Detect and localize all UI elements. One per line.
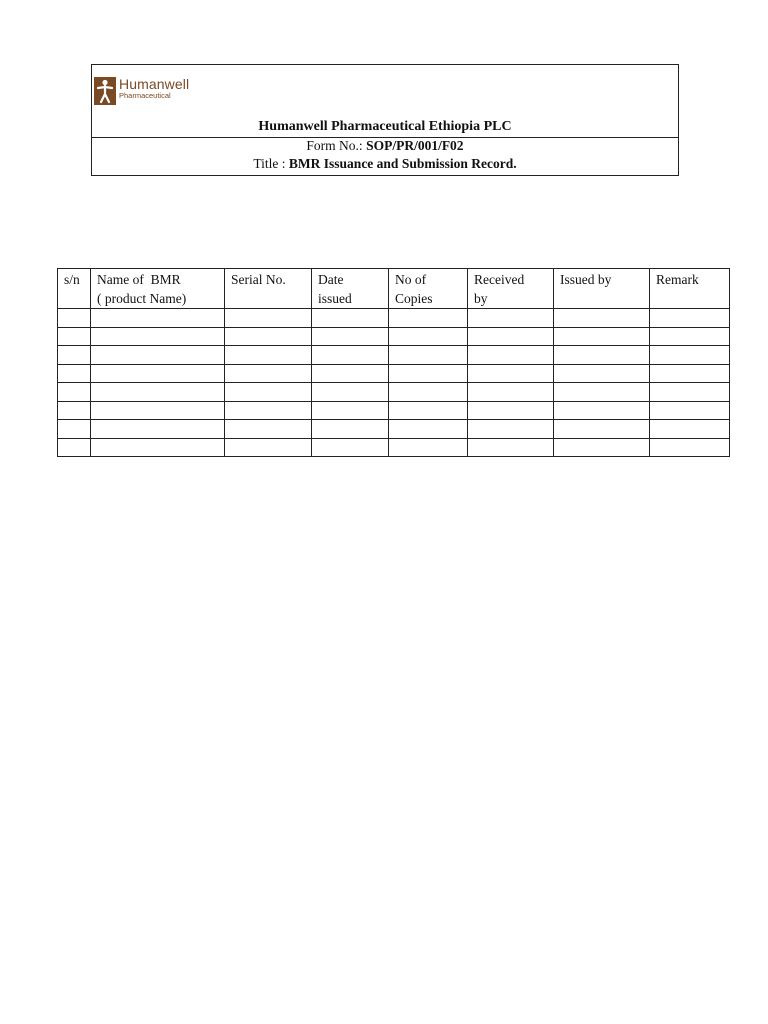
table-row — [58, 346, 730, 365]
table-cell[interactable] — [468, 364, 554, 383]
table-cell[interactable] — [312, 420, 389, 439]
table-cell[interactable] — [468, 420, 554, 439]
table-header-row — [58, 269, 730, 309]
column-header-line2: by — [474, 291, 488, 306]
table-cell[interactable] — [650, 309, 730, 328]
table-cell[interactable] — [312, 401, 389, 420]
logo-brand-name: Humanwell — [119, 76, 190, 92]
table-row — [58, 383, 730, 402]
table-cell[interactable] — [312, 309, 389, 328]
table-row — [58, 309, 730, 328]
table-cell[interactable] — [650, 383, 730, 402]
table-cell[interactable] — [58, 438, 91, 457]
table-cell[interactable] — [91, 327, 225, 346]
table-cell[interactable] — [225, 438, 312, 457]
table-cell[interactable] — [650, 438, 730, 457]
table-cell[interactable] — [389, 401, 468, 420]
table-cell[interactable] — [650, 364, 730, 383]
table-cell[interactable] — [312, 438, 389, 457]
person-logo-icon — [94, 77, 116, 105]
column-header — [58, 269, 91, 309]
table-cell[interactable] — [91, 420, 225, 439]
table-cell[interactable] — [91, 346, 225, 365]
column-header — [468, 269, 554, 309]
column-header — [389, 269, 468, 309]
column-header-line1: Date — [318, 272, 344, 287]
form-title-label: Title : — [253, 156, 289, 171]
table-cell[interactable] — [91, 438, 225, 457]
table-row — [58, 327, 730, 346]
table-body — [58, 309, 730, 457]
form-title-value: BMR Issuance and Submission Record. — [288, 156, 517, 171]
table-cell[interactable] — [91, 401, 225, 420]
form-number — [92, 138, 678, 154]
column-header — [312, 269, 389, 309]
column-header-line2: Copies — [395, 291, 433, 306]
column-header-line1: Received — [474, 272, 525, 287]
table-cell[interactable] — [468, 383, 554, 402]
form-no-value: SOP/PR/001/F02 — [366, 138, 464, 153]
column-header-line1: Remark — [656, 272, 699, 287]
table-cell[interactable] — [58, 401, 91, 420]
table-cell[interactable] — [225, 420, 312, 439]
table-row — [58, 364, 730, 383]
table-cell[interactable] — [554, 364, 650, 383]
table-cell[interactable] — [225, 383, 312, 402]
table-cell[interactable] — [468, 309, 554, 328]
table-cell[interactable] — [389, 327, 468, 346]
column-header — [91, 269, 225, 309]
column-header-line1: s/n — [64, 272, 80, 287]
table-cell[interactable] — [468, 346, 554, 365]
table-cell[interactable] — [389, 420, 468, 439]
table-cell[interactable] — [225, 364, 312, 383]
table-cell[interactable] — [468, 401, 554, 420]
table-cell[interactable] — [91, 383, 225, 402]
table-cell[interactable] — [225, 309, 312, 328]
logo-brand-sub: Pharmaceutical — [119, 91, 171, 100]
table-cell[interactable] — [58, 327, 91, 346]
column-header — [225, 269, 312, 309]
table-cell[interactable] — [225, 401, 312, 420]
table-cell[interactable] — [554, 346, 650, 365]
table-cell[interactable] — [312, 327, 389, 346]
form-title — [92, 156, 678, 172]
table-cell[interactable] — [650, 327, 730, 346]
table-cell[interactable] — [58, 346, 91, 365]
company-logo — [94, 77, 189, 105]
table-row — [58, 420, 730, 439]
column-header-line1: Name of BMR — [97, 272, 181, 287]
column-header-line1: Issued by — [560, 272, 612, 287]
column-header — [650, 269, 730, 309]
table-cell[interactable] — [58, 420, 91, 439]
table-row — [58, 438, 730, 457]
table-cell[interactable] — [312, 346, 389, 365]
document-header — [91, 64, 679, 176]
company-name: Humanwell Pharmaceutical Ethiopia PLC — [258, 119, 512, 134]
table-cell[interactable] — [389, 346, 468, 365]
table-cell[interactable] — [554, 383, 650, 402]
table-cell[interactable] — [225, 346, 312, 365]
table-cell[interactable] — [554, 327, 650, 346]
table-cell[interactable] — [312, 364, 389, 383]
column-header — [554, 269, 650, 309]
table-cell[interactable] — [389, 383, 468, 402]
table-cell[interactable] — [58, 309, 91, 328]
form-no-label: Form No.: — [306, 138, 367, 153]
table-cell[interactable] — [650, 420, 730, 439]
bmr-record-table — [57, 268, 730, 457]
table-row — [58, 401, 730, 420]
table-cell[interactable] — [91, 364, 225, 383]
table-cell[interactable] — [554, 309, 650, 328]
column-header-line2: ( product Name) — [97, 291, 187, 306]
table-cell[interactable] — [554, 438, 650, 457]
table-cell[interactable] — [58, 364, 91, 383]
table-cell[interactable] — [650, 401, 730, 420]
table-cell[interactable] — [468, 438, 554, 457]
table-cell[interactable] — [554, 401, 650, 420]
table-cell[interactable] — [468, 327, 554, 346]
column-header-line1: No of — [395, 272, 427, 287]
table-cell[interactable] — [225, 327, 312, 346]
table-cell[interactable] — [58, 383, 91, 402]
column-header-line1: Serial No. — [231, 272, 286, 287]
table-cell[interactable] — [389, 309, 468, 328]
table-cell[interactable] — [389, 364, 468, 383]
column-header-line2: issued — [318, 291, 352, 306]
table-cell[interactable] — [312, 383, 389, 402]
table-cell[interactable] — [91, 309, 225, 328]
table-cell[interactable] — [389, 438, 468, 457]
table-cell[interactable] — [554, 420, 650, 439]
table-cell[interactable] — [650, 346, 730, 365]
